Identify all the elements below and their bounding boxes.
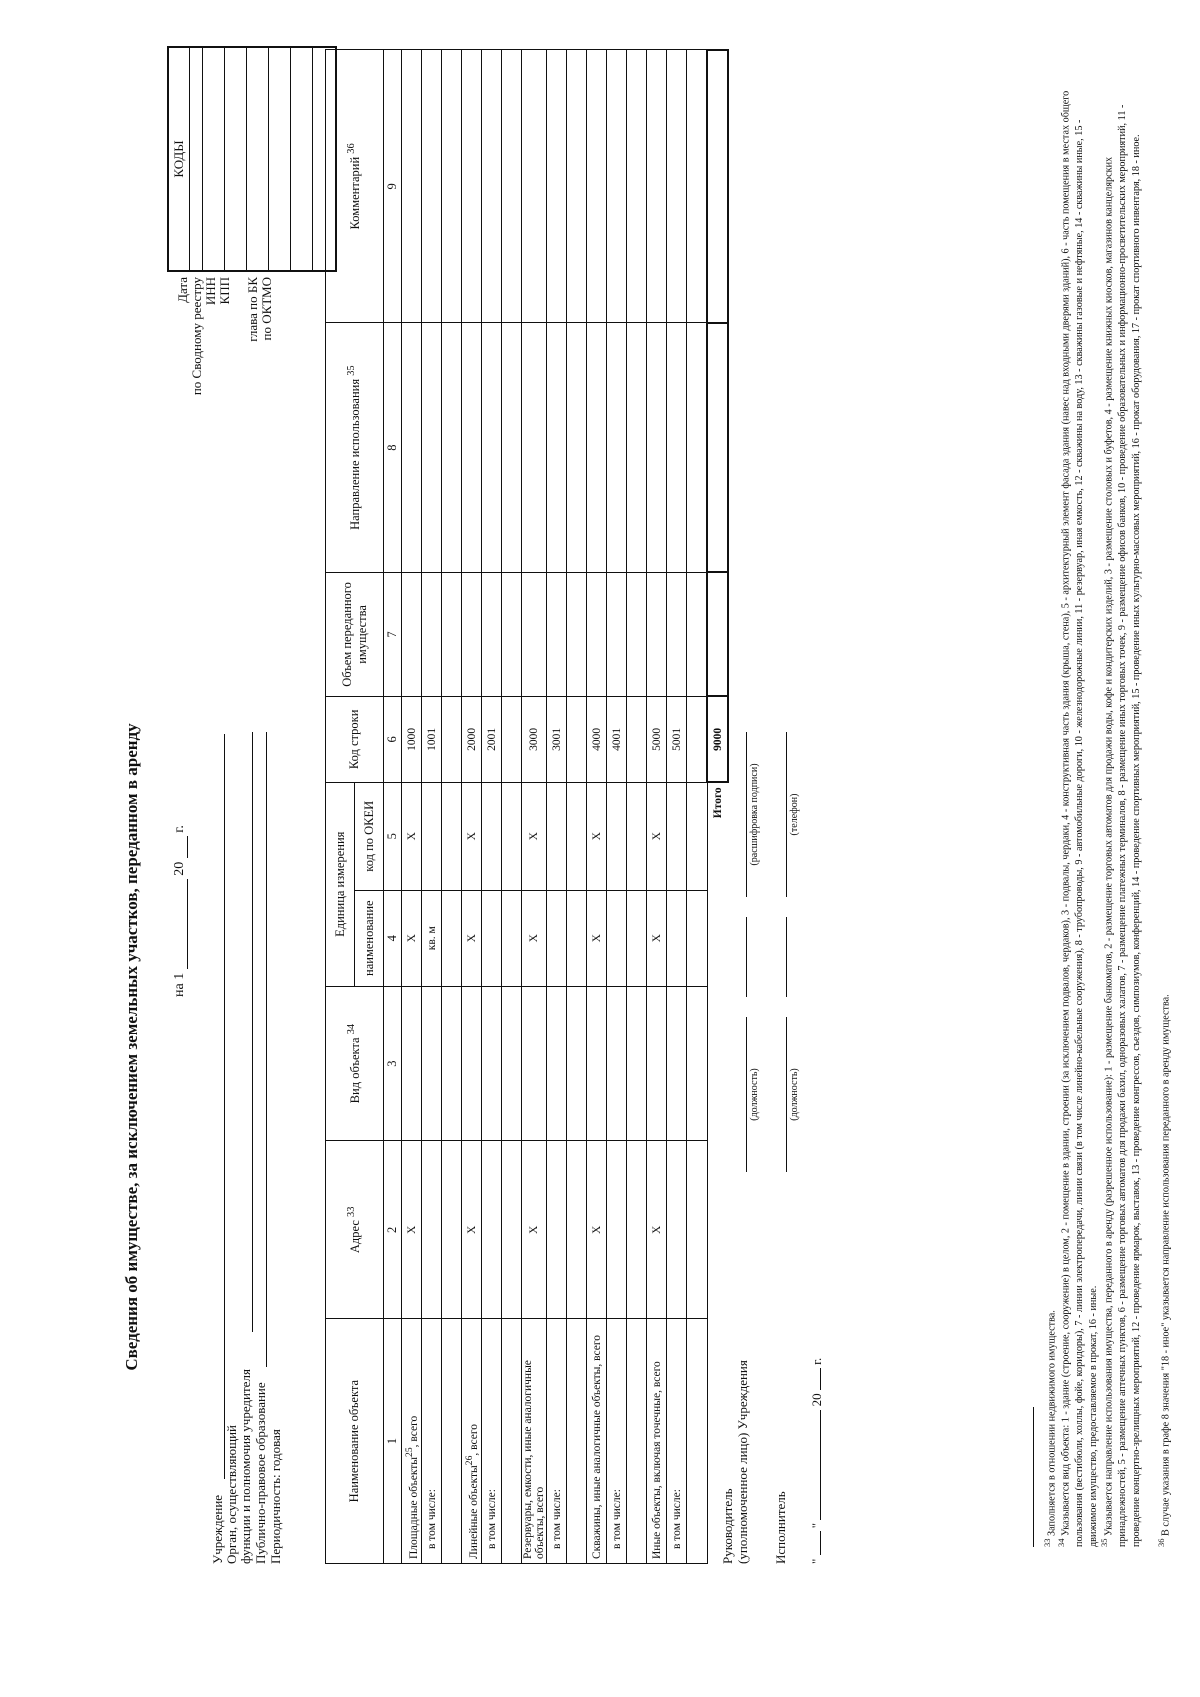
label-budget-chapter: глава по БК [245, 277, 260, 342]
table-row [667, 50, 687, 1564]
cell-volume[interactable] [482, 572, 502, 696]
table-row [567, 50, 587, 1564]
cell-usage[interactable] [687, 323, 708, 573]
cell-usage[interactable] [402, 323, 422, 573]
cell-unit-code[interactable] [482, 782, 502, 890]
codes-caption: КОДЫ [169, 48, 190, 270]
date-prefix: на 1 [172, 972, 187, 997]
col-kind-header: Вид объекта $^{34}$ [326, 986, 384, 1141]
cell-address[interactable] [687, 1141, 708, 1319]
footnote-35: $^{35}$ Указывается направление использования имущества, переданного в аренду (разрешенное использование): 1 - размещение банкоматов, 2 - размещение торговых автоматов для продажи воды, кофе и кондитерских изделий, 3 - размещение столовых и буфетов, 4 - размещение книжных киосков, магазинов канцелярских принадлежностей, 5 - размещение аптечных пунктов, 6 - размещение торговых автоматов для продажи бахил, одноразовых халатов, 7 - размещение платежных терминалов, 8 - размещение иных торговых точек, 9 - размещение офисов банков, 10 - проведение образовательных и информационно-просветительских мероприятий, 11 - проведение концертно-зрелищных мероприятий, 12 - проведение ярмарок, выставок, 13 - проведение конгрессов, съездов, симпозиумов, конференций, 14 - проведение спортивных мероприятий, 15 - проведение иных культурно-массовых мероприятий, 16 - прокат оборудования, 17 - прокат спортивного инвентаря, 18 - иное. [1099, 104, 1143, 1547]
cell-kind[interactable] [502, 986, 522, 1141]
cell-unit-code[interactable] [442, 782, 462, 890]
cell-unit-name[interactable] [442, 890, 462, 986]
cell-comment[interactable] [462, 50, 482, 323]
cell-address[interactable] [502, 1141, 522, 1319]
cell-kind[interactable] [627, 986, 647, 1141]
table-row [422, 50, 442, 1564]
cell-usage[interactable] [567, 323, 587, 573]
label-founder-functions: функции и полномочия учредителя [238, 1369, 253, 1564]
date-day-month-blank[interactable] [173, 879, 188, 969]
table-row [402, 50, 422, 1564]
head-label-1: Руководитель [720, 1488, 735, 1564]
cell-unit-name: X [647, 890, 667, 986]
founder-line[interactable] [252, 732, 253, 1332]
cell-volume[interactable] [587, 572, 607, 696]
cell-name [567, 1319, 587, 1564]
cell-usage[interactable] [422, 323, 442, 573]
cell-volume[interactable] [647, 572, 667, 696]
sign-year-blank[interactable] [808, 1368, 821, 1390]
cell-address[interactable] [627, 1141, 647, 1319]
cell-volume[interactable] [442, 572, 462, 696]
cell-usage[interactable] [482, 323, 502, 573]
cell-address[interactable] [667, 1141, 687, 1319]
cell-kind[interactable] [587, 986, 607, 1141]
cell-volume[interactable] [687, 572, 708, 696]
cell-unit-name: X [522, 890, 547, 986]
cell-unit-code[interactable] [567, 782, 587, 890]
cell-name: Иные объекты, включая точечные, всего [647, 1319, 667, 1564]
cell-kind[interactable] [402, 986, 422, 1141]
cell-comment[interactable] [567, 50, 587, 323]
cell-row-code: 3000 [522, 696, 547, 782]
cell-row-code: 3001 [547, 696, 567, 782]
cell-volume[interactable] [667, 572, 687, 696]
label-inn: ИНН [203, 277, 218, 306]
col-number: 6 [384, 696, 402, 782]
cell-name: в том числе: [482, 1319, 502, 1564]
cell-unit-name[interactable] [687, 890, 708, 986]
total-label: Итого [711, 787, 724, 819]
cell-comment[interactable] [647, 50, 667, 323]
cell-name: в том числе: [667, 1319, 687, 1564]
cell-comment[interactable] [667, 50, 687, 323]
cell-unit-name[interactable] [607, 890, 627, 986]
cell-name [442, 1319, 462, 1564]
label-public-entity: Публично-правовое образование [253, 1382, 268, 1564]
cell-address: X [462, 1141, 482, 1319]
cell-unit-code: X [647, 782, 667, 890]
cell-kind[interactable] [522, 986, 547, 1141]
cell-usage[interactable] [607, 323, 627, 573]
table-row [607, 50, 627, 1564]
head-decoding-line[interactable] [746, 732, 747, 897]
cell-name [687, 1319, 708, 1564]
cell-name: Площадные объекты$^{25}$, всего [402, 1319, 422, 1564]
head-decoding-hint: (расшифровка подписи) [749, 763, 760, 866]
col-number: 8 [384, 323, 402, 573]
cell-unit-code[interactable] [502, 782, 522, 890]
cell-unit-name[interactable] [567, 890, 587, 986]
cell-unit-code: X [522, 782, 547, 890]
cell-unit-name: X [402, 890, 422, 986]
cell-volume[interactable] [462, 572, 482, 696]
cell-address[interactable] [482, 1141, 502, 1319]
col-address-header: Адрес $^{33}$ [326, 1141, 384, 1319]
total-volume[interactable] [707, 572, 728, 696]
cell-volume[interactable] [567, 572, 587, 696]
sign-month-blank[interactable] [808, 1410, 821, 1520]
cell-row-code: 1000 [402, 696, 422, 782]
cell-address: X [647, 1141, 667, 1319]
cell-address: X [522, 1141, 547, 1319]
col-usage-header: Направление использования $^{35}$ [326, 323, 384, 573]
cell-comment[interactable] [587, 50, 607, 323]
executor-phone-line[interactable] [786, 732, 787, 897]
code-date-cell[interactable] [190, 48, 202, 270]
head-position-line[interactable] [746, 1017, 747, 1172]
cell-address[interactable] [607, 1141, 627, 1319]
cell-volume[interactable] [547, 572, 567, 696]
code-empty-cell[interactable] [268, 48, 290, 270]
label-periodicity: Периодичность: годовая [268, 1429, 283, 1564]
cell-address[interactable] [547, 1141, 567, 1319]
cell-comment[interactable] [502, 50, 522, 323]
cell-address[interactable] [422, 1141, 442, 1319]
col-row-code-header: Код строки [326, 696, 384, 782]
col-volume-header: Объем переданного имущества [326, 572, 384, 696]
cell-row-code: 5001 [667, 696, 687, 782]
cell-comment[interactable] [482, 50, 502, 323]
cell-kind[interactable] [482, 986, 502, 1141]
col-unit-code-header: код по ОКЕИ [355, 782, 384, 890]
cell-row-code[interactable] [502, 696, 522, 782]
cell-unit-name[interactable] [547, 890, 567, 986]
table-row [547, 50, 567, 1564]
institution-line[interactable] [224, 734, 225, 1479]
cell-kind[interactable] [567, 986, 587, 1141]
cell-row-code[interactable] [442, 696, 462, 782]
col-number: 2 [384, 1141, 402, 1319]
cell-name [502, 1319, 522, 1564]
cell-name: в том числе: [607, 1319, 627, 1564]
cell-volume[interactable] [627, 572, 647, 696]
label-institution: Учреждение [210, 1494, 225, 1564]
cell-usage[interactable] [587, 323, 607, 573]
label-date: Дата [175, 277, 190, 303]
cell-usage[interactable] [522, 323, 547, 573]
cell-kind[interactable] [422, 986, 442, 1141]
table-row [502, 50, 522, 1564]
cell-comment[interactable] [522, 50, 547, 323]
label-consolidated-registry: по Сводному реестру [189, 277, 204, 396]
table-row [442, 50, 462, 1564]
cell-row-code: 4000 [587, 696, 607, 782]
cell-comment[interactable] [402, 50, 422, 323]
table-row [647, 50, 667, 1564]
total-row [707, 50, 728, 1564]
head-label-2: (уполномоченное лицо) Учреждения [735, 1360, 750, 1564]
footnote-34: $^{34}$ Указывается вид объекта: 1 - здание (строение, сооружение) в целом, 2 - помещение в здании, строении (за исключением подвалов, чердаков), 3 - подвалы, чердаки, 4 - конструктивная часть здания (крыша, стена), 5 - архитектурный элемент фасада здания (навес над входными дверями зданий), 6 - часть помещения в местах общего пользования (вестибюли, холлы, фойе, коридоры), 7 - линии электропередачи, линии связи (в том числе линейно-кабельные сооружения), 8 - трубопроводы, 9 - автомобильные дороги, 10 - железнодорожные линии, 11 - резервуар, иная емкость, 12 - скважины на воду, 13 - скважины газовые и нефтяные, 14 - скважины иные, 15 - движимое имущество, предоставляемое в прокат, 16 - иные. [1056, 90, 1100, 1547]
col-unit-header: Единица измерения [326, 782, 355, 986]
table-row [587, 50, 607, 1564]
cell-usage[interactable] [547, 323, 567, 573]
cell-kind[interactable] [462, 986, 482, 1141]
cell-usage[interactable] [462, 323, 482, 573]
signature-date: " " 20 г. [809, 1357, 824, 1564]
label-kpp: КПП [217, 277, 232, 305]
sign-day-blank[interactable] [808, 1531, 821, 1555]
footnote-separator [1033, 1407, 1034, 1547]
cell-unit-name: X [587, 890, 607, 986]
cell-unit-code[interactable] [667, 782, 687, 890]
executor-label: Исполнитель [773, 1491, 788, 1564]
col-number: 5 [384, 782, 402, 890]
cell-row-code[interactable] [627, 696, 647, 782]
codes-box [167, 46, 337, 272]
total-code: 9000 [707, 696, 728, 782]
cell-kind[interactable] [607, 986, 627, 1141]
cell-unit-name: кв. м [422, 890, 442, 986]
head-signature-line[interactable] [746, 917, 747, 997]
cell-volume[interactable] [522, 572, 547, 696]
form-title: Сведения об имуществе, за исключением земельных участков, переданном в аренду [122, 723, 141, 1371]
cell-unit-code: X [402, 782, 422, 890]
cell-address: X [402, 1141, 422, 1319]
executor-position-line[interactable] [786, 1017, 787, 1172]
public-entity-line[interactable] [266, 732, 267, 1367]
code-inn-cell[interactable] [224, 48, 246, 270]
total-comment[interactable] [707, 50, 728, 323]
col-unit-name-header: наименование [355, 890, 384, 986]
label-founder-organ: Орган, осуществляющий [224, 1425, 239, 1564]
cell-unit-name[interactable] [627, 890, 647, 986]
code-registry-cell[interactable] [202, 48, 224, 270]
cell-name: Резервуары, емкости, иные аналогичные объекты, всего [522, 1319, 547, 1564]
cell-comment[interactable] [422, 50, 442, 323]
cell-row-code: 1001 [422, 696, 442, 782]
date-year-prefix: 20 [172, 861, 187, 876]
executor-decoding-line[interactable] [786, 917, 787, 997]
cell-unit-name: X [462, 890, 482, 986]
table-row [462, 50, 482, 1564]
date-suffix: г. [172, 825, 187, 833]
cell-unit-code: X [587, 782, 607, 890]
code-kpp-cell[interactable] [246, 48, 268, 270]
property-table [325, 49, 729, 1564]
cell-kind[interactable] [442, 986, 462, 1141]
code-budget-chapter-cell[interactable] [290, 48, 312, 270]
cell-unit-name[interactable] [482, 890, 502, 986]
cell-row-code: 2001 [482, 696, 502, 782]
cell-comment[interactable] [627, 50, 647, 323]
cell-unit-code[interactable] [547, 782, 567, 890]
cell-unit-code[interactable] [627, 782, 647, 890]
cell-unit-name[interactable] [667, 890, 687, 986]
cell-unit-code[interactable] [422, 782, 442, 890]
col-number: 9 [384, 50, 402, 323]
cell-unit-name[interactable] [502, 890, 522, 986]
cell-row-code[interactable] [567, 696, 587, 782]
col-number: 4 [384, 890, 402, 986]
cell-volume[interactable] [402, 572, 422, 696]
executor-phone-hint: (телефон) [789, 793, 800, 836]
table-row [482, 50, 502, 1564]
col-number: 3 [384, 986, 402, 1141]
cell-kind[interactable] [687, 986, 708, 1141]
cell-name [627, 1319, 647, 1564]
cell-usage[interactable] [442, 323, 462, 573]
cell-row-code: 2000 [462, 696, 482, 782]
cell-volume[interactable] [422, 572, 442, 696]
cell-unit-code[interactable] [687, 782, 708, 890]
cell-usage[interactable] [627, 323, 647, 573]
cell-row-code[interactable] [687, 696, 708, 782]
cell-address: X [587, 1141, 607, 1319]
col-number: 7 [384, 572, 402, 696]
cell-address[interactable] [442, 1141, 462, 1319]
date-year-blank[interactable] [173, 836, 188, 858]
executor-position-hint: (должность) [789, 1068, 800, 1121]
cell-row-code: 5000 [647, 696, 667, 782]
total-usage[interactable] [707, 323, 728, 573]
head-position-hint: (должность) [749, 1068, 760, 1121]
table-row [522, 50, 547, 1564]
cell-name: в том числе: [547, 1319, 567, 1564]
cell-volume[interactable] [502, 572, 522, 696]
cell-row-code: 4001 [607, 696, 627, 782]
cell-comment[interactable] [687, 50, 708, 323]
table-row [687, 50, 708, 1564]
cell-unit-code: X [462, 782, 482, 890]
cell-unit-code[interactable] [607, 782, 627, 890]
cell-kind[interactable] [647, 986, 667, 1141]
cell-volume[interactable] [607, 572, 627, 696]
cell-comment[interactable] [547, 50, 567, 323]
cell-comment[interactable] [607, 50, 627, 323]
footnote-33: $^{33}$ Заполняется в отношении недвижимого имущества. [1042, 1310, 1058, 1547]
cell-usage[interactable] [647, 323, 667, 573]
cell-usage[interactable] [667, 323, 687, 573]
cell-name: Линейные объекты$^{26}$, всего [462, 1319, 482, 1564]
col-name-header: Наименование объекта [326, 1319, 384, 1564]
cell-comment[interactable] [442, 50, 462, 323]
col-number: 1 [384, 1319, 402, 1564]
cell-kind[interactable] [667, 986, 687, 1141]
report-date-line [172, 825, 188, 997]
footnote-36: $^{36}$ В случае указания в графе 8 значения "18 - иное" указывается направление использования переданного в аренду имущества. [1156, 994, 1172, 1547]
cell-name: Скважины, иные аналогичные объекты, всего [587, 1319, 607, 1564]
table-row [627, 50, 647, 1564]
col-comment-header: Комментарий $^{36}$ [326, 50, 384, 323]
label-oktmo: по ОКТМО [259, 277, 274, 341]
cell-name: в том числе: [422, 1319, 442, 1564]
cell-kind[interactable] [547, 986, 567, 1141]
cell-address[interactable] [567, 1141, 587, 1319]
cell-usage[interactable] [502, 323, 522, 573]
